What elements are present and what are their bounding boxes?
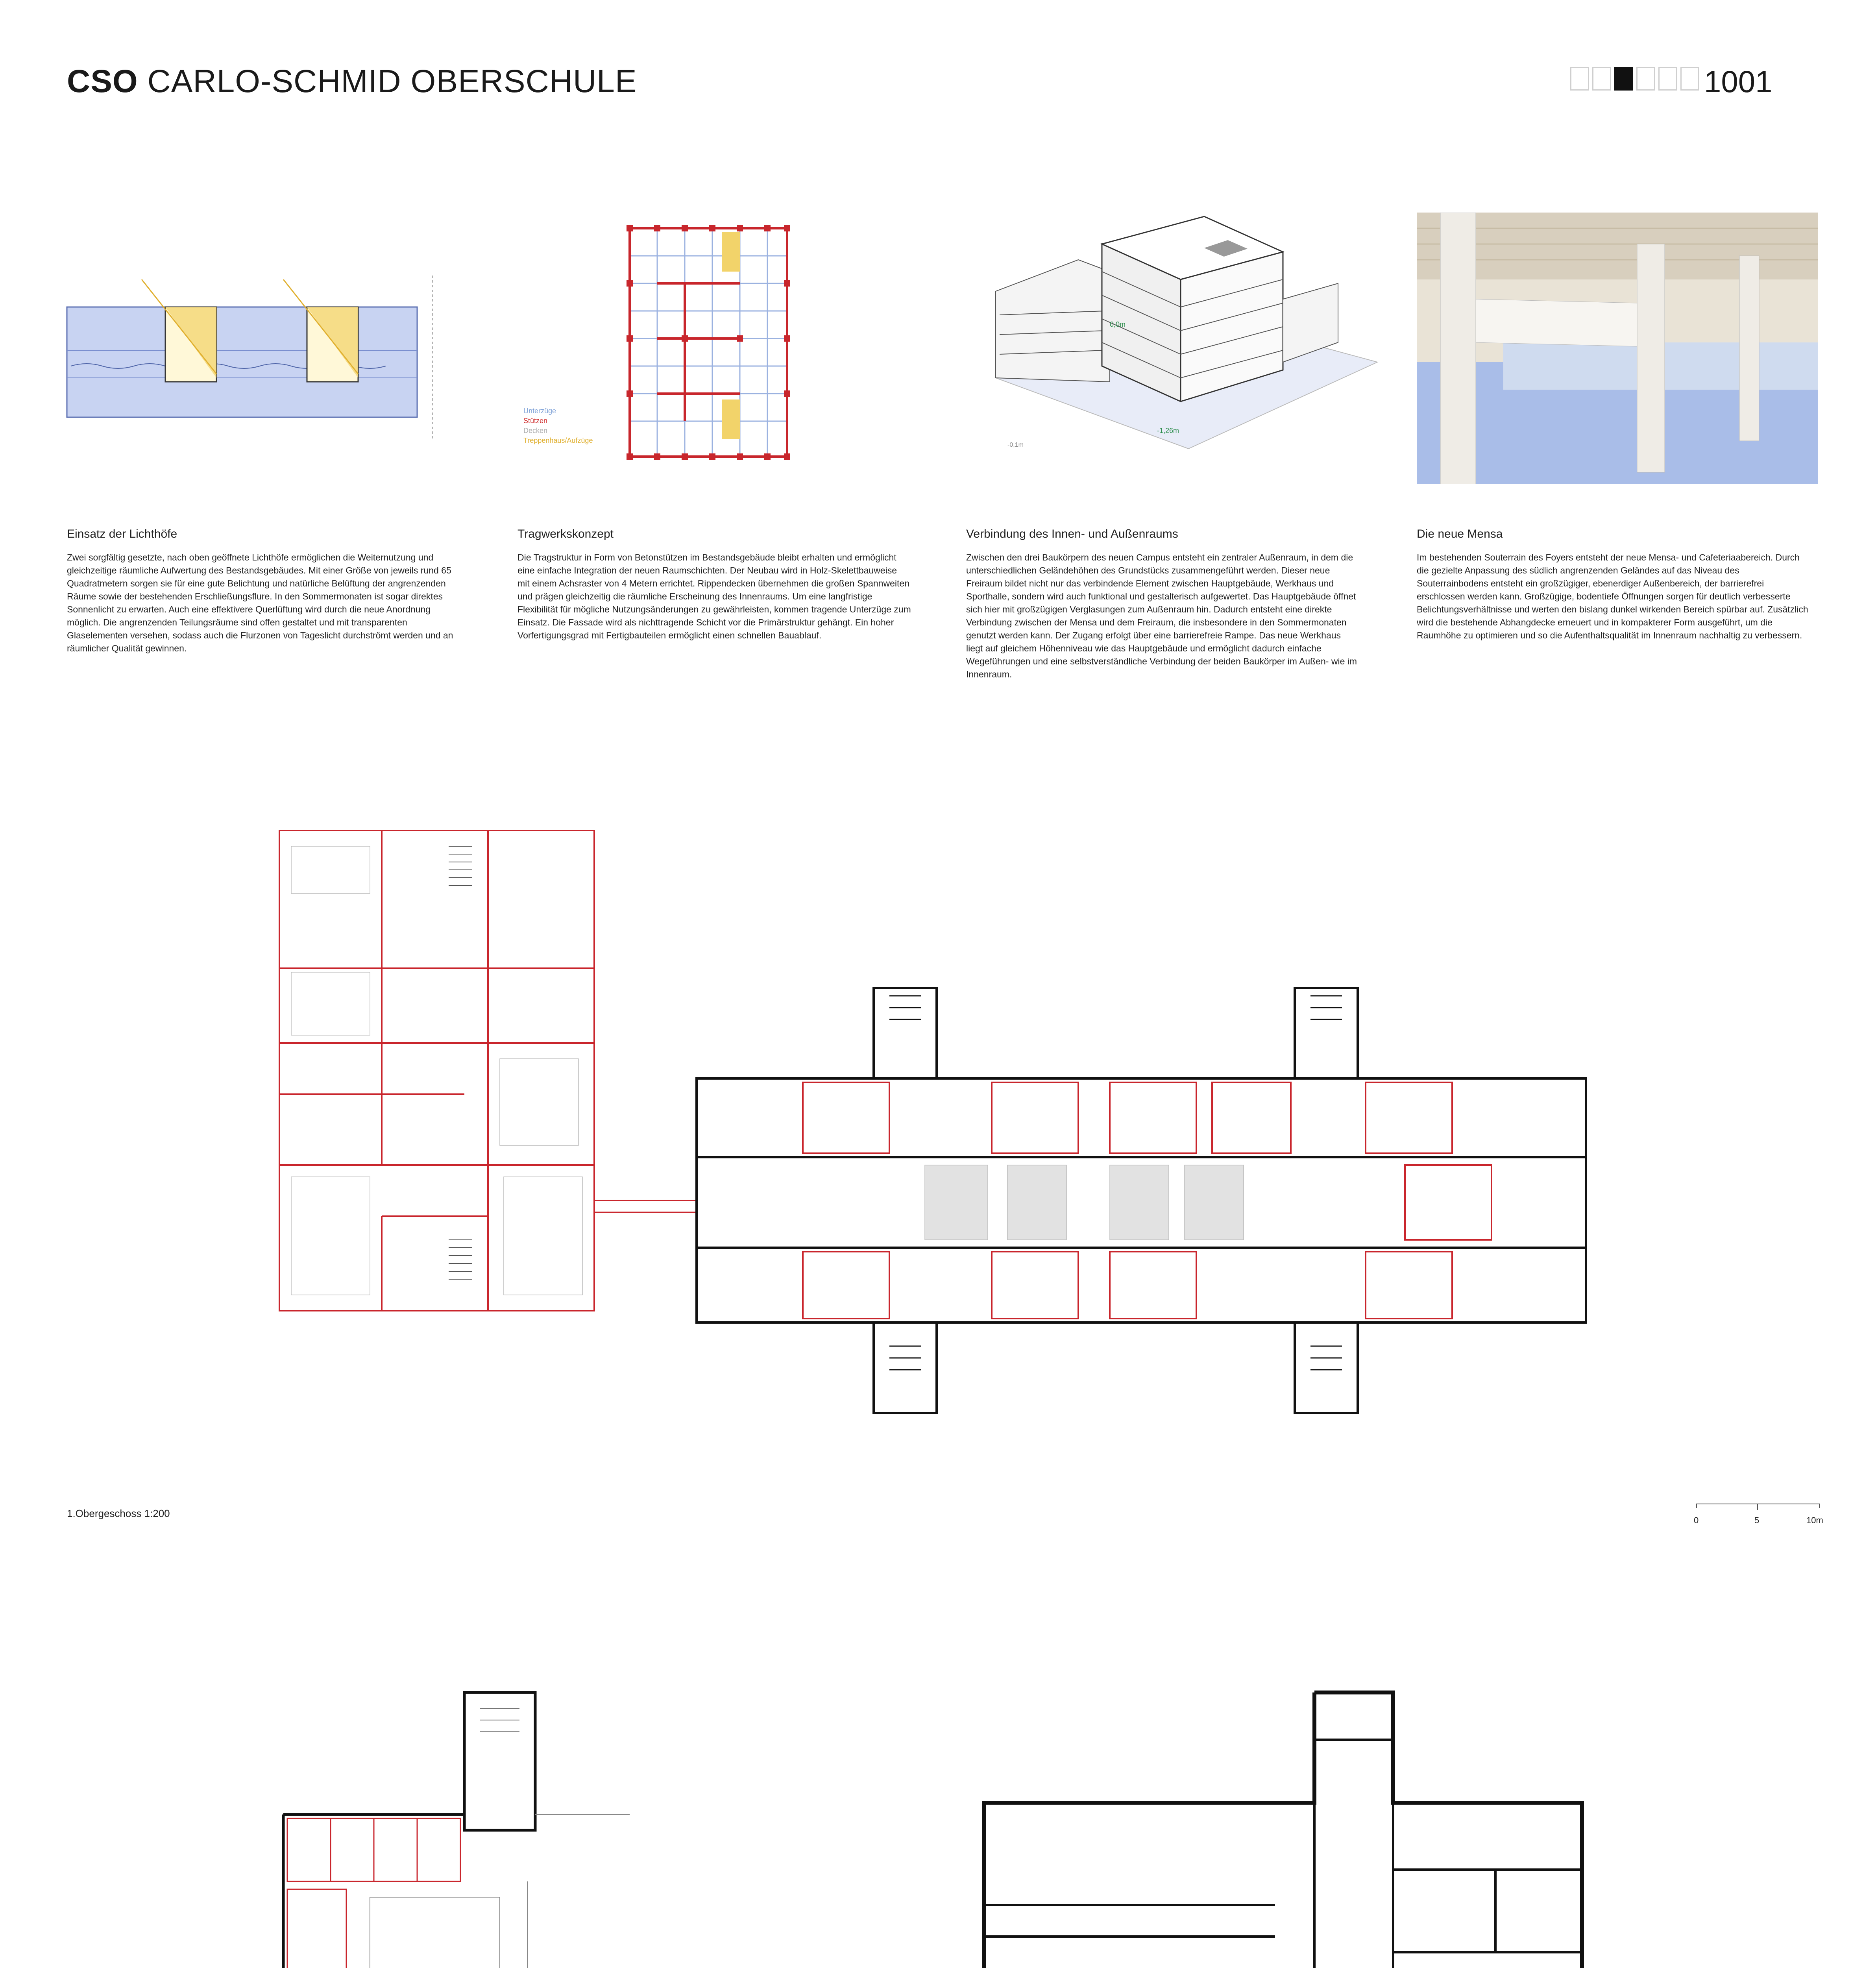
page-box [1658, 67, 1677, 91]
concept-title: Die neue Mensa [1417, 527, 1503, 540]
title-acronym: CSO [67, 63, 138, 99]
concept-text: Zwischen den drei Baukörpern des neuen Campus entsteht ein zentraler Außenraum, in dem die unterschiedlichen Geländehöhen des Grundstücks zusammengeführt werden. Dieser neue Freiraum bildet nicht nur das verbindende Element zwischen Hauptgebäude, Werkhaus und Sporthalle, sondern wird auch funktional und gestalterisch aufgewertet. Das Hauptgebäude öffnet sich hier mit großzügigen Verglasungen zum Außenraum hin. Dadurch entsteht eine direkte Verbindung zwischen der Mensa und dem Freiraum, die insbesondere in den Sommermonaten genutzt werden kann. Der Zugang erfolgt über eine barrierefreie Rampe. Das neue Werkhaus liegt auf gleichem Höhenniveau wie das Hauptgebäude und ermöglicht dadurch einfache Wegeführungen und eine selbstverständliche Verbindung der beiden Baukörper im Außen- wie im Innenraum. [966, 552, 1357, 679]
concept-title: Einsatz der Lichthöfe [67, 527, 177, 540]
concept-verbindung [966, 527, 1360, 681]
page-box [1680, 67, 1699, 91]
page-box [1570, 67, 1589, 91]
mensa-rendering [1417, 213, 1818, 484]
axo-label-c: -0,1m [1007, 442, 1024, 448]
page-indicator [1570, 67, 1699, 91]
concept-lichthoefe [67, 527, 460, 655]
floor-plan-gallery [275, 1685, 630, 1968]
concept-text: Im bestehenden Souterrain des Foyers entsteht der neue Mensa- und Cafeteriaabereich. Durch die gezielte Anpassung des südlich angrenzenden Geländes auf das Niveau des Souterrainbodens entsteht ein großzügiger, ebenerdiger Außenbereich, der barrierefrei erschlossen werden kann. Großzügige, bodentiefe Öffnungen sorgen für deutlich verbesserte Belichtungsverhältnisse und werten den bislang dunkel wirkenden Bereich spürbar auf. Zusätzlich wird die bestehende Abhangdecke erneuert und in kompakterer Form ausgeführt, um die Raumhöhe zu optimieren und so die Aufenthaltsqualität im Innenraum nachhaltig zu verbessern. [1417, 552, 1808, 640]
axo-label-a: 0,0m [1110, 320, 1126, 328]
lighthouse-section-diagram [63, 276, 441, 449]
page-box [1592, 67, 1611, 91]
title-school: CARLO-SCHMID OBERSCHULE [147, 63, 637, 99]
page-number: 1001 [1704, 64, 1772, 99]
scale-5: 5 [1754, 1515, 1760, 1525]
concept-text: Zwei sorgfältig gesetzte, nach oben geöffnete Lichthöfe ermöglichen die Weiternutzung und gleichzeitige räumliche Aufwertung des Bestandsgebäudes. Mit einer Größe von jeweils rund 65 Quadratmetern sorgen sie für eine gute Belichtung und natürliche Belüftung der angrenzenden Räume sowie der bestehenden Erschließungsflure. In den Sommermonaten ist sogar direktes Sonnenlicht zu erwarten. Auch eine effektivere Querlüftung wird durch die neue Anordnung möglich. Die angrenzenden Teilungsräume sind offen gestaltet und mit transparenten Glaselementen versehen, sodass auch die Flurzonen von Tageslicht durchströmt werden und an räumlicher Qualität gewinnen. [67, 552, 453, 653]
scale-0: 0 [1694, 1515, 1699, 1525]
legend-beams: Unterzüge [523, 407, 556, 415]
page-box [1636, 67, 1655, 91]
floor-plan-ug [976, 1685, 1606, 1968]
page-title [67, 63, 637, 100]
plan-label-1og: 1.Obergeschoss 1:200 [67, 1507, 170, 1519]
campus-axonometry [984, 213, 1401, 457]
concept-title: Tragwerkskonzept [518, 527, 614, 540]
axo-label-b: -1,26m [1157, 427, 1179, 435]
concept-title: Verbindung des Innen- und Außenraums [966, 527, 1178, 540]
scale-10: 10m [1806, 1515, 1823, 1525]
concept-tragwerk [518, 527, 911, 642]
concept-text: Die Tragstruktur in Form von Betonstützen im Bestandsgebäude bleibt erhalten und ermöglicht eine einfache Integration der neuen Raumschichten. Der Neubau wird in Holz-Skelettbauweise mit einem Achsraster von 4 Metern errichtet. Rippendecken übernehmen die großen Spannweiten und prägen gleichzeitig die räumliche Erscheinung des Innenraums. Um eine langfristige Flexibilität für mögliche Nutzungsänderungen zu gewährleisten, kommen tragende Unterzüge zum Einsatz. Die Fassade wird als nichttragende Schicht vor die Primärstruktur gehängt. Ein hoher Vorfertigungsgrad mit Fertigbauteilen ermöglicht einen schnellen Bauablauf. [518, 552, 911, 640]
page-box-active [1614, 67, 1633, 91]
legend-stairs: Treppenhaus/Aufzüge [523, 437, 593, 444]
floor-plan-1og [268, 823, 1590, 1531]
legend-columns: Stützen [523, 417, 548, 425]
structure-grid-diagram [516, 220, 838, 472]
legend-slabs: Decken [523, 427, 548, 435]
concept-mensa [1417, 527, 1810, 642]
